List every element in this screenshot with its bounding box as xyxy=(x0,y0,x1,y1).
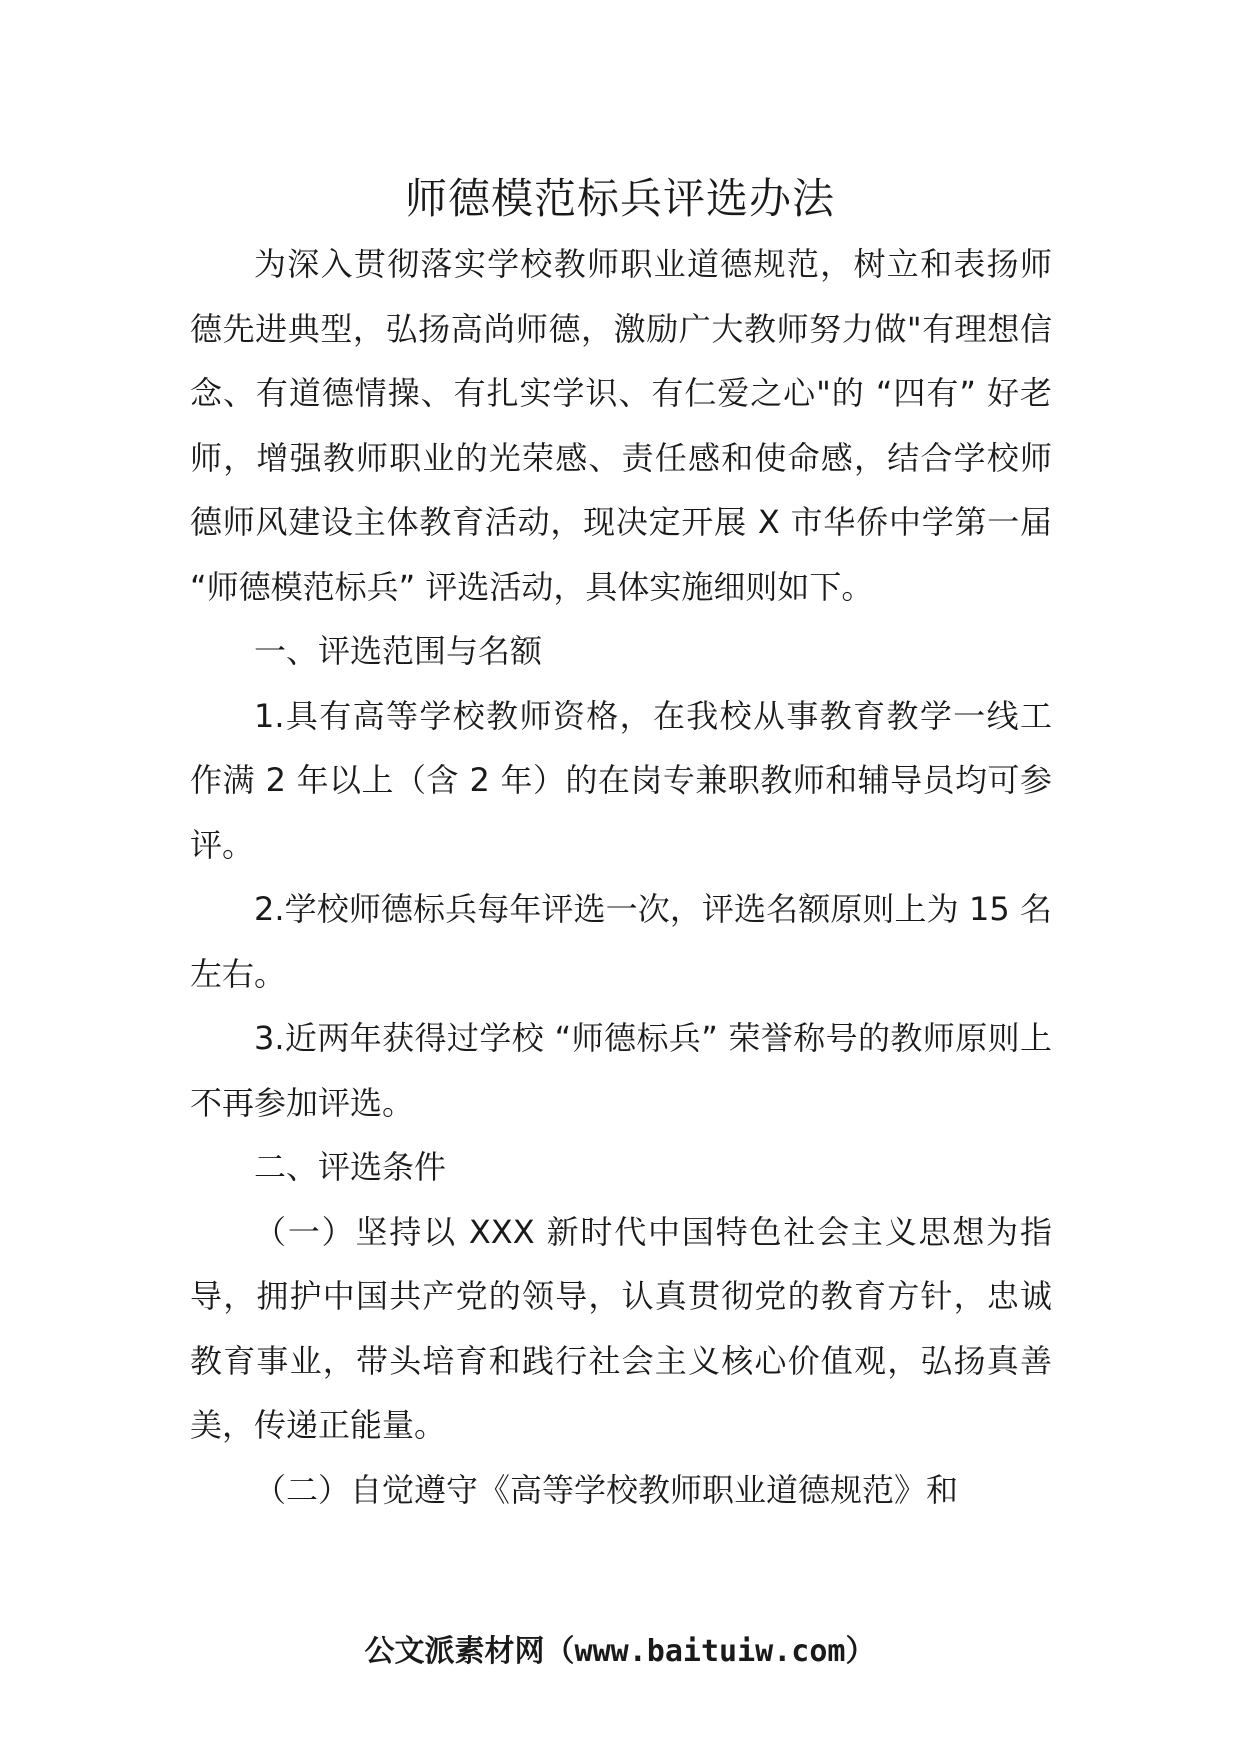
paragraph-item-1: 1.具有高等学校教师资格，在我校从事教育教学一线工作满 2 年以上（含 2 年）的在岗专兼职教师和辅导员均可参评。 xyxy=(190,696,1052,864)
document-title: 师德模范标兵评选办法 xyxy=(404,174,835,223)
footer-site-name: 公文派素材网 xyxy=(364,1634,545,1669)
paragraph-condition-2: （二）自觉遵守《高等学校教师职业道德规范》和 xyxy=(254,1470,959,1509)
paragraph-item-3: 3.近两年获得过学校 “师德标兵” 荣誉称号的教师原则上不再参加评选。 xyxy=(190,1019,1052,1122)
paragraph-item-2: 2.学校师德标兵每年评选一次，评选名额原则上为 15 名左右。 xyxy=(190,890,1052,993)
section-heading-conditions: 二、评选条件 xyxy=(254,1148,447,1186)
section-heading-scope: 一、评选范围与名额 xyxy=(254,632,543,670)
paragraph-condition-1: （一）坚持以 XXX 新时代中国特色社会主义思想为指导，拥护中国共产党的领导，认真贯彻党的教育方针，忠诚教育事业，带头培育和践行社会主义核心价值观，弘扬真善美，传递正能量。 xyxy=(190,1212,1052,1444)
paragraph-intro: 为深入贯彻落实学校教师职业道德规范，树立和表扬师德先进典型，弘扬高尚师德，激励广大教师努力做"有理想信念、有道德情操、有扎实学识、有仁爱之心"的 “四有” 好老师，增强教师职业的光荣感、责任感和使命感，结合学校师德师风建设主体教育活动，现决定开展 X 市华侨中学第一届 “师德模范标兵” 评选活动，具体实施细则如下。 xyxy=(190,245,1052,606)
footer-url: （www.baituiw.com） xyxy=(544,1634,876,1669)
document-body xyxy=(190,232,1052,1522)
watermark-footer xyxy=(0,1632,1240,1672)
